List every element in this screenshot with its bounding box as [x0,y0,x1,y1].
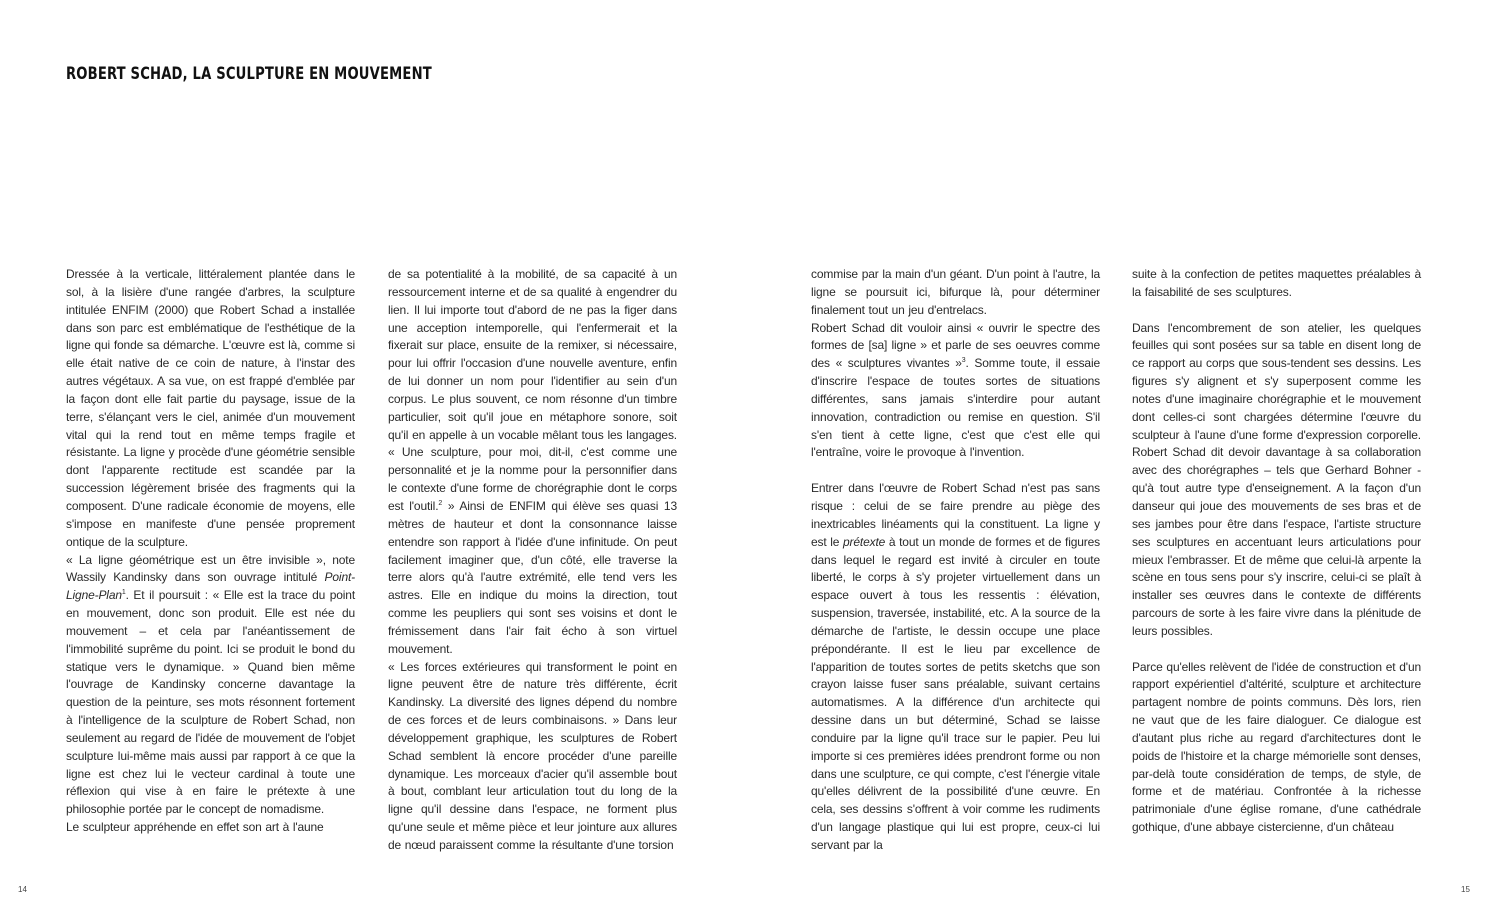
text-run: de sa potentialité à la mobilité, de sa capacité à un ressourcement interne et de sa qualité à engendrer du lien. Il lui importe tout d'abord de ne pas la figer dans une acception intemporelle, qui l'enfermerait et la fixerait sur place, ensuite de la remixer, si nécessaire, pour lui offrir l'occasion d'une nouvelle aventure, enfin de lui donner un nom pour l'identifier au sein d'un corpus. Le plus souvent, ce nom résonne d'un timbre particulier, soit qu'il joue en métaphore sonore, soit qu'il en appelle à un vocable mêlant tous les langages. « Une sculpture, pour moi, dit-il, c'est comme une personnalité et je la nomme pour la personnifier dans le contexte d'une forme de chorégraphie dont le corps est l'outil. [388,267,677,513]
paragraph: commise par la main d'un géant. D'un point à l'autre, la ligne se poursuit ici, bifurque là, pour déterminer finalement tout un jeu d'entrelacs. [811,267,1100,317]
page-number-left: 14 [18,885,27,894]
page-number-right: 15 [1461,885,1470,894]
text-run: . Somme toute, il essaie d'inscrire l'espace de toutes sortes de situations différentes, sans jamais s'interdire pour autant innovation, contradiction ou remise en question. S'il s'en tient à cette ligne, c'est que c'est elle qui l'entraîne, voire le provoque à l'invention. [811,356,1100,460]
footnote-ref: 2 [438,499,443,507]
text-run: « La ligne géométrique est un être invisible », note Wassily Kandinsky dans son ouvrage intitulé [66,552,355,585]
text-column-3 [811,266,1100,855]
paragraph: suite à la confection de petites maquettes préalables à la faisabilité de ses sculptures. [1132,267,1421,299]
text-run: » Ainsi de ENFIM qui élève ses quasi 13 mètres de hauteur et dont la consonnance laisse entendre son rapport à l'idée d'une infinitude. On peut facilement imaginer que, d'un côté, elle traverse la terre alors qu'à l'autre extrémité, elle tend vers les astres. Elle en indique du moins la direction, tout comme les peupliers qui sont ses voisins et dont le frémissement dans l'air fait écho à son virtuel mouvement. [388,498,677,656]
footnote-ref: 1 [121,589,126,597]
paragraph: « Les forces extérieures qui transforment le point en ligne peuvent être de nature très différente, écrit Kandinsky. La diversité des lignes dépend du nombre de ces forces et de leurs combinaisons. » Dans leur développement graphique, les sculptures de Robert Schad semblent là encore procéder d'une pareille dynamique. Les morceaux d'acier qu'il assemble bout à bout, comblant leur articulation tout du long de la ligne qu'il dessine dans l'espace, ne forment plus qu'une seule et même pièce et leur jointure aux allures de nœud paraissent comme la résultante d'une torsion [388,659,677,852]
paragraph: Dans l'encombrement de son atelier, les quelques feuilles qui sont posées sur sa table en disent long de ce rapport au corps que sous-tendent ses dessins. Les figures s'y alignent et s'y superposent comme les notes d'une imaginaire chorégraphie et le mouvement dont celles-ci sont chargées détermine l'œuvre du sculpteur à l'aune d'une forme d'expression corporelle. Robert Schad dit devoir davantage à sa collaboration avec des chorégraphes – tels que Gerhard Bohner - qu'à tout autre type d'enseignement. A la façon d'un danseur qui joue des mouvements de ses bras et de ses jambes pour être dans l'espace, l'artiste structure ses sculptures en accentuant leurs articulations pour mieux l'embrasser. Et de même que celui-là arpente la scène en tous sens pour s'y inscrire, celui-ci se plaît à installer ses œuvres dans le contexte de différents parcours de sorte à les faire vivre dans la plénitude de leurs possibles. [1132,320,1421,638]
paragraph [811,320,1100,463]
footnote-ref: 3 [961,357,966,365]
paragraph [66,552,355,820]
page-title: ROBERT SCHAD, LA SCULPTURE EN MOUVEMENT [66,64,432,84]
text-run: à tout un monde de formes et de figures dans lequel le regard est invité à circuler en toute liberté, le corps à s'y projeter virtuellement dans un espace ouvert à tous les ressentis : élévation, suspension, traversée, instabilité, etc. A la source de la démarche de l'artiste, le dessin occupe une place prépondérante. Il est le lieu par excellence de l'apparition de toutes sortes de petits sketchs que son crayon laisse fuser sans préalable, suivant certains automatismes. A la différence d'un architecte qui dessine dans un but déterminé, Schad se laisse conduire par la ligne qu'il trace sur le papier. Peu lui importe si ces premières idées prendront forme ou non dans une sculpture, ce qui compte, c'est l'énergie vitale qu'elles délivrent de la possibilité d'une œuvre. En cela, ses dessins s'offrent à voir comme les rudiments d'un langage plastique qui lui est propre, ceux-ci lui servant par la [811,534,1100,852]
paragraph [388,266,677,659]
paragraph: Le sculpteur appréhende en effet son art à l'aune [66,820,324,835]
text-column-4 [1132,266,1421,837]
book-title: Point-Ligne-Plan [66,570,355,603]
text-run: Robert Schad dit vouloir ainsi « ouvrir le spectre des formes de [sa] ligne » et parle de ses oeuvres comme des « sculptures vivantes » [811,320,1100,371]
text-run: . Et il poursuit : « Elle est la trace du point en mouvement, donc son produit. Elle est née du mouvement – et cela par l'anéantissement de l'immobilité suprême du point. Ici se produit le bond du statique vers le dynamique. » Quand bien même l'ouvrage de Kandinsky concerne davantage la question de la peinture, ses mots résonnent fortement à l'intelligence de la sculpture de Robert Schad, non seulement au regard de l'idée de mouvement de l'objet sculpture lui-même mais aussi par rapport à ce que la ligne est chez lui le vecteur cardinal à toute une réflexion qui vise à en faire le prétexte à une philosophie portée par le concept de nomadisme. [66,588,355,817]
paragraph: Parce qu'elles relèvent de l'idée de construction et d'un rapport expérientiel d'altérité, sculpture et architecture partagent nombre de points communs. Dès lors, rien ne vaut que de les faire dialoguer. Ce dialogue est d'autant plus riche au regard d'architectures dont le poids de l'histoire et la charge mémorielle sont denses, par-delà toute considération de temps, de style, de forme et de matériau. Confrontée à la richesse patrimoniale d'une église romane, d'une cathédrale gothique, d'une abbaye cistercienne, d'un château [1132,659,1421,835]
text-column-1 [66,266,355,837]
paragraph [811,480,1100,855]
paragraph: Dressée à la verticale, littéralement plantée dans le sol, à la lisière d'une rangée d'arbres, la sculpture intitulée ENFIM (2000) que Robert Schad a installée dans son parc est emblématique de l'esthétique de la ligne qui fonde sa démarche. L'œuvre est là, comme si elle était native de ce coin de nature, à l'instar des autres végétaux. A sa vue, on est frappé d'emblée par la façon dont elle fait partie du paysage, issue de la terre, s'élançant vers le ciel, animée d'un mouvement vital qui la rend tout en même temps fragile et résistante. La ligne y procède d'une géométrie sensible dont l'apparente rectitude est scandée par la succession légèrement brisée des fragments qui la composent. D'une radicale économie de moyens, elle s'impose en manifeste d'une pensée proprement ontique de la sculpture. [66,267,355,549]
text-column-2 [388,266,677,855]
emphasis: prétexte [843,534,886,549]
text-run: Entrer dans l'œuvre de Robert Schad n'est pas sans risque : celui de se faire prendre au piège des inextricables linéaments qui la constituent. La ligne y est le [811,481,1100,549]
